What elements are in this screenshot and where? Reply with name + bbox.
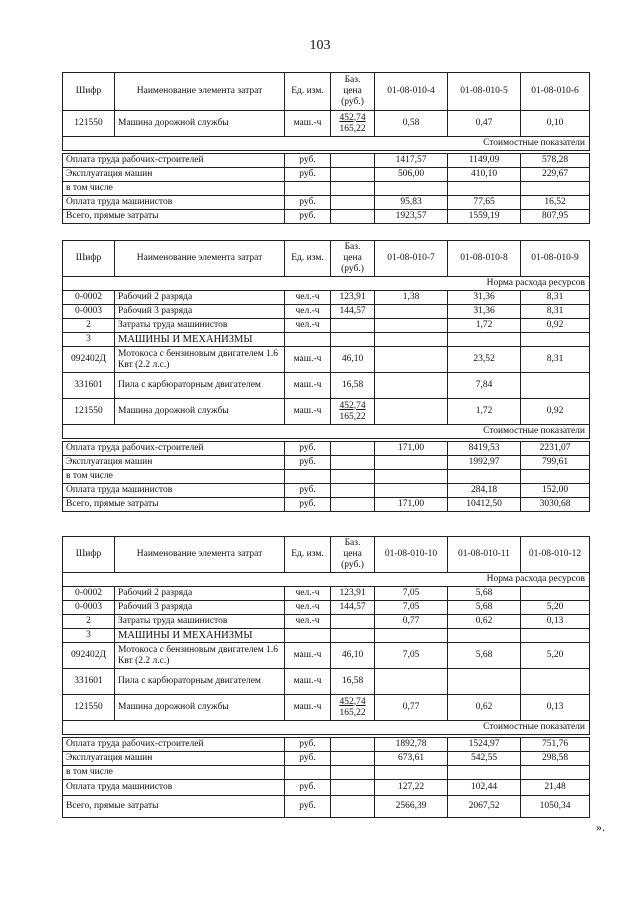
total-value-2: 10412,50: [448, 498, 521, 512]
total-unit: руб.: [285, 796, 331, 818]
table-row: [63, 373, 590, 399]
row-value-1: 1,38: [375, 291, 448, 305]
row-value-1: [375, 347, 448, 373]
row-name: Мотокоса с бензиновым двигателем 1.6 Квт (2.2 л.с.): [115, 643, 285, 669]
total-value-1: 2566,39: [375, 796, 448, 818]
header-row: [63, 241, 590, 277]
row-name: Затраты труда машинистов: [115, 319, 285, 333]
row-value-3: 8,31: [521, 291, 590, 305]
row-code: 2: [63, 319, 115, 333]
machines-label: Эксплуатация машин: [63, 456, 285, 470]
row-value-2: [448, 669, 521, 695]
row-value-1: 7,05: [375, 643, 448, 669]
cost-indicators-banner: Стоимостные показатели: [63, 721, 590, 735]
row-unit: маш.-ч: [285, 111, 331, 137]
labor-value-3: 578,28: [521, 154, 590, 168]
row-name: Машина дорожной службы: [115, 399, 285, 425]
row-price: [331, 615, 375, 629]
labor-value-3: 2231,07: [521, 442, 590, 456]
section-code: 3: [63, 333, 115, 347]
drivers-label: Оплата труда машинистов: [63, 196, 285, 210]
total-value-3: 3030,68: [521, 498, 590, 512]
row-value-2: 1,72: [448, 319, 521, 333]
drivers-unit: руб.: [285, 196, 331, 210]
machines-value-3: 229,67: [521, 168, 590, 182]
row-value-2: 31,36: [448, 305, 521, 319]
table-row: [63, 615, 590, 629]
machines-label: Эксплуатация машин: [63, 168, 285, 182]
machines-value-1: 673,61: [375, 752, 448, 766]
labor-label: Оплата труда рабочих-строителей: [63, 154, 285, 168]
row-code: 121550: [63, 399, 115, 425]
row-name: Рабочий 2 разряда: [115, 291, 285, 305]
row-price: 452,74 165,22: [331, 111, 375, 137]
header-price: Баз. цена (руб.): [331, 537, 375, 573]
row-unit: чел.-ч: [285, 319, 331, 333]
header-code-col-3: 01-08-010-12: [521, 537, 590, 573]
header-code-col-2: 01-08-010-8: [448, 241, 521, 277]
row-value-3: 0,13: [521, 695, 590, 721]
row-price: 46,10: [331, 347, 375, 373]
section-name: МАШИНЫ И МЕХАНИЗМЫ: [115, 629, 285, 643]
section-name: МАШИНЫ И МЕХАНИЗМЫ: [115, 333, 285, 347]
cost-indicators-banner: Стоимостные показатели: [63, 425, 590, 439]
row-value-3: 0,13: [521, 615, 590, 629]
cost-table-1: [62, 72, 589, 224]
row-value-1: 0,77: [375, 695, 448, 721]
drivers-value-2: 77,65: [448, 196, 521, 210]
header-price: Баз. цена (руб.): [331, 241, 375, 277]
including-label: в том числе: [63, 182, 285, 196]
row-price: 452,74 165,22: [331, 399, 375, 425]
row-value-2: 0,62: [448, 615, 521, 629]
table-row: [63, 399, 590, 425]
header-code-col-2: 01-08-010-5: [448, 73, 521, 111]
table-row: [63, 291, 590, 305]
labor-value-1: 171,00: [375, 442, 448, 456]
labor-value-2: 8419,53: [448, 442, 521, 456]
row-name: Пила с карбюраторным двигателем: [115, 373, 285, 399]
row-value-2: 1,72: [448, 399, 521, 425]
table-row: [63, 587, 590, 601]
row-value-1: [375, 305, 448, 319]
header-code-col-3: 01-08-010-6: [521, 73, 590, 111]
labor-value-1: 1417,57: [375, 154, 448, 168]
cost-table-3: [62, 536, 589, 818]
machines-label: Эксплуатация машин: [63, 752, 285, 766]
drivers-value-3: 16,52: [521, 196, 590, 210]
table-row: [63, 669, 590, 695]
header-code-col-1: 01-08-010-10: [375, 537, 448, 573]
header-row: [63, 537, 590, 573]
drivers-unit: руб.: [285, 484, 331, 498]
header-code-col-2: 01-08-010-11: [448, 537, 521, 573]
row-price: 16,58: [331, 373, 375, 399]
total-label: Всего, прямые затраты: [63, 210, 285, 224]
row-price: [331, 319, 375, 333]
header-code-col-3: 01-08-010-9: [521, 241, 590, 277]
machines-value-3: 298,58: [521, 752, 590, 766]
row-code: 092402Д: [63, 347, 115, 373]
header-code: Шифр: [63, 241, 115, 277]
cost-indicators-banner: Стоимостные показатели: [63, 137, 590, 151]
row-code: 0-0002: [63, 291, 115, 305]
header-unit: Ед. изм.: [285, 73, 331, 111]
total-value-1: 171,00: [375, 498, 448, 512]
machines-unit: руб.: [285, 168, 331, 182]
machines-value-2: 410,10: [448, 168, 521, 182]
row-value-2: 5,68: [448, 601, 521, 615]
row-price: 123,91: [331, 587, 375, 601]
labor-value-2: 1149,09: [448, 154, 521, 168]
machines-value-3: 799,61: [521, 456, 590, 470]
row-value-2: 5,68: [448, 643, 521, 669]
row-code: 121550: [63, 695, 115, 721]
machines-value-2: 1992,97: [448, 456, 521, 470]
row-value-2: 0,47: [448, 111, 521, 137]
labor-label: Оплата труда рабочих-строителей: [63, 442, 285, 456]
row-unit: чел.-ч: [285, 601, 331, 615]
total-unit: руб.: [285, 498, 331, 512]
row-unit: чел.-ч: [285, 587, 331, 601]
row-value-3: 8,31: [521, 305, 590, 319]
row-value-3: [521, 373, 590, 399]
total-value-3: 807,95: [521, 210, 590, 224]
row-name: Машина дорожной службы: [115, 695, 285, 721]
including-label: в том числе: [63, 470, 285, 484]
labor-value-2: 1524,97: [448, 738, 521, 752]
row-name: Машина дорожной службы: [115, 111, 285, 137]
row-price: 144,57: [331, 601, 375, 615]
total-unit: руб.: [285, 210, 331, 224]
machines-unit: руб.: [285, 456, 331, 470]
total-label: Всего, прямые затраты: [63, 498, 285, 512]
row-value-3: 5,20: [521, 643, 590, 669]
row-unit: маш.-ч: [285, 373, 331, 399]
row-value-1: 7,05: [375, 587, 448, 601]
row-name: Мотокоса с бензиновым двигателем 1.6 Квт (2.2 л.с.): [115, 347, 285, 373]
row-unit: чел.-ч: [285, 615, 331, 629]
row-price: 46,10: [331, 643, 375, 669]
row-code: 0-0003: [63, 305, 115, 319]
section-row: [63, 333, 590, 347]
row-value-2: 7,84: [448, 373, 521, 399]
row-code: 0-0003: [63, 601, 115, 615]
header-code: Шифр: [63, 537, 115, 573]
row-value-1: 0,77: [375, 615, 448, 629]
header-code: Шифр: [63, 73, 115, 111]
table-row: [63, 111, 590, 137]
section-row: [63, 629, 590, 643]
row-code: 331601: [63, 669, 115, 695]
row-name: Рабочий 3 разряда: [115, 305, 285, 319]
total-value-2: 2067,52: [448, 796, 521, 818]
row-value-3: 0,92: [521, 319, 590, 333]
drivers-label: Оплата труда машинистов: [63, 780, 285, 796]
row-price: 16,58: [331, 669, 375, 695]
closing-quote: ».: [596, 820, 605, 834]
table-row: [63, 305, 590, 319]
drivers-value-1: 95,83: [375, 196, 448, 210]
including-label: в том числе: [63, 766, 285, 780]
drivers-unit: руб.: [285, 780, 331, 796]
labor-value-3: 751,76: [521, 738, 590, 752]
drivers-label: Оплата труда машинистов: [63, 484, 285, 498]
labor-value-1: 1892,78: [375, 738, 448, 752]
drivers-value-1: 127,22: [375, 780, 448, 796]
table-row: [63, 347, 590, 373]
row-unit: маш.-ч: [285, 347, 331, 373]
machines-value-1: 506,00: [375, 168, 448, 182]
row-code: 331601: [63, 373, 115, 399]
drivers-value-2: 102,44: [448, 780, 521, 796]
table-row: [63, 643, 590, 669]
row-unit: чел.-ч: [285, 305, 331, 319]
table-row: [63, 319, 590, 333]
total-value-3: 1050,34: [521, 796, 590, 818]
row-value-3: 0,10: [521, 111, 590, 137]
row-value-2: 31,36: [448, 291, 521, 305]
total-value-1: 1923,57: [375, 210, 448, 224]
row-code: 121550: [63, 111, 115, 137]
row-name: Затраты труда машинистов: [115, 615, 285, 629]
row-value-1: 0,58: [375, 111, 448, 137]
header-code-col-1: 01-08-010-4: [375, 73, 448, 111]
table-row: [63, 695, 590, 721]
row-value-3: 8,31: [521, 347, 590, 373]
row-name: Рабочий 2 разряда: [115, 587, 285, 601]
header-row: [63, 73, 590, 111]
row-unit: маш.-ч: [285, 695, 331, 721]
header-unit: Ед. изм.: [285, 537, 331, 573]
header-code-col-1: 01-08-010-7: [375, 241, 448, 277]
table-row: [63, 601, 590, 615]
row-value-1: [375, 373, 448, 399]
labor-unit: руб.: [285, 442, 331, 456]
drivers-value-2: 284,18: [448, 484, 521, 498]
cost-table-2: [62, 240, 589, 512]
row-name: Рабочий 3 разряда: [115, 601, 285, 615]
machines-value-1: [375, 456, 448, 470]
labor-unit: руб.: [285, 738, 331, 752]
row-price: 123,91: [331, 291, 375, 305]
row-price: 452,74 165,22: [331, 695, 375, 721]
row-value-2: 23,52: [448, 347, 521, 373]
row-value-3: [521, 587, 590, 601]
header-unit: Ед. изм.: [285, 241, 331, 277]
row-unit: маш.-ч: [285, 399, 331, 425]
total-value-2: 1559,19: [448, 210, 521, 224]
row-value-1: [375, 669, 448, 695]
row-code: 0-0002: [63, 587, 115, 601]
labor-unit: руб.: [285, 154, 331, 168]
row-unit: маш.-ч: [285, 669, 331, 695]
row-value-1: 7,05: [375, 601, 448, 615]
row-value-1: [375, 319, 448, 333]
header-price: Баз. цена (руб.): [331, 73, 375, 111]
row-code: 092402Д: [63, 643, 115, 669]
row-value-2: 5,68: [448, 587, 521, 601]
header-name: Наименование элемента затрат: [115, 241, 285, 277]
drivers-value-3: 21,48: [521, 780, 590, 796]
machines-value-2: 542,55: [448, 752, 521, 766]
header-name: Наименование элемента затрат: [115, 73, 285, 111]
labor-label: Оплата труда рабочих-строителей: [63, 738, 285, 752]
machines-unit: руб.: [285, 752, 331, 766]
row-price: 144,57: [331, 305, 375, 319]
total-label: Всего, прямые затраты: [63, 796, 285, 818]
drivers-value-1: [375, 484, 448, 498]
row-value-2: 0,62: [448, 695, 521, 721]
row-unit: маш.-ч: [285, 643, 331, 669]
row-value-3: 0,92: [521, 399, 590, 425]
drivers-value-3: 152,00: [521, 484, 590, 498]
row-code: 2: [63, 615, 115, 629]
row-value-1: [375, 399, 448, 425]
norm-banner: Норма расхода ресурсов: [63, 573, 590, 587]
norm-banner: Норма расхода ресурсов: [63, 277, 590, 291]
row-value-3: 5,20: [521, 601, 590, 615]
section-code: 3: [63, 629, 115, 643]
row-unit: чел.-ч: [285, 291, 331, 305]
page-number: 103: [309, 38, 331, 53]
row-name: Пила с карбюраторным двигателем: [115, 669, 285, 695]
row-value-3: [521, 669, 590, 695]
header-name: Наименование элемента затрат: [115, 537, 285, 573]
